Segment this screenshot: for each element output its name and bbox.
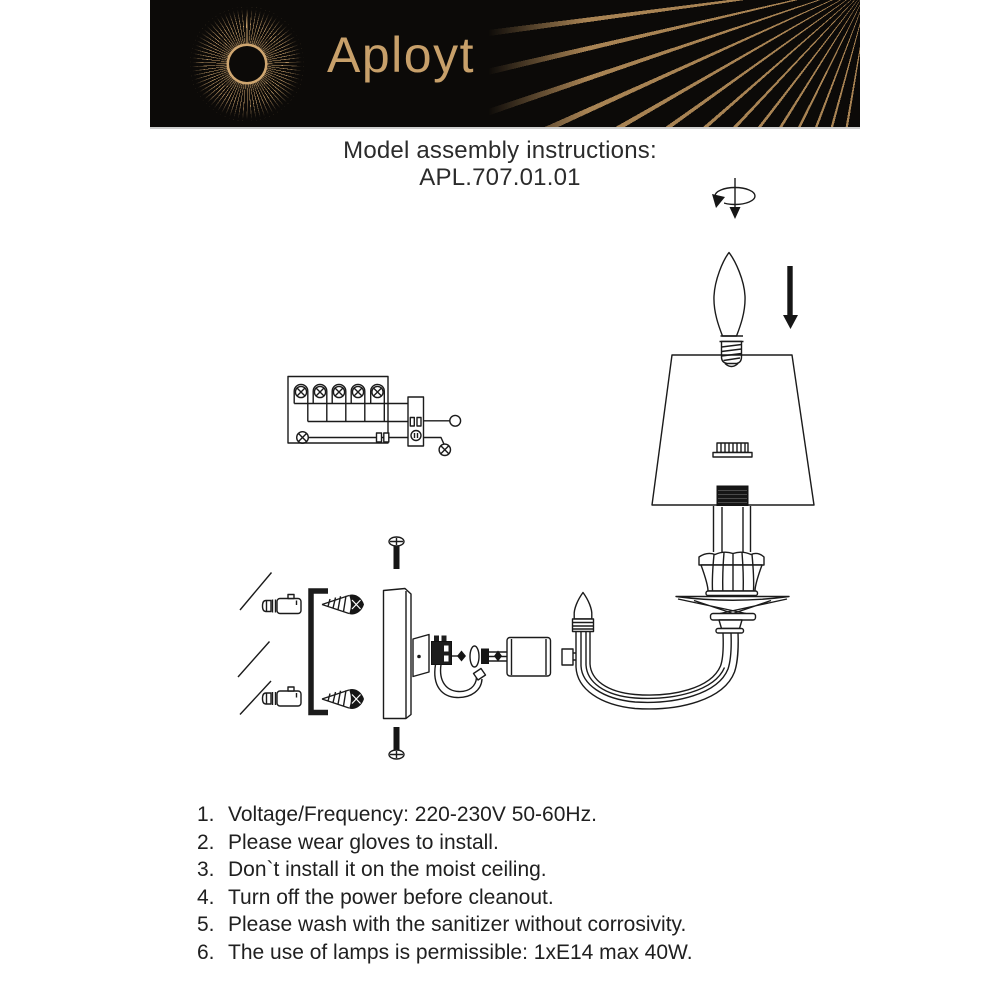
list-item — [197, 884, 693, 912]
item-number: 4. — [197, 885, 215, 909]
mounting-plate-drawing — [413, 635, 429, 677]
header-rays-icon — [480, 0, 860, 127]
item-number: 6. — [197, 940, 215, 964]
list-item — [197, 939, 693, 967]
item-number: 5. — [197, 913, 215, 937]
item-text: Please wear gloves to install. — [228, 830, 499, 854]
assembly-diagram — [230, 170, 870, 770]
wiring-diagram — [288, 377, 461, 456]
item-number: 3. — [197, 858, 215, 882]
stem-candle-tip-drawing — [562, 593, 594, 666]
list-item — [197, 801, 693, 829]
lamp-symbol — [297, 432, 309, 444]
header-bar — [150, 0, 860, 129]
rotate-to-install-icon — [711, 178, 755, 219]
lamp-socket-drawing — [717, 486, 748, 507]
wood-screw-drawing — [322, 595, 364, 615]
list-item — [197, 911, 693, 939]
arm-socket-cylinder-drawing — [507, 638, 551, 677]
wall-anchor-drawing — [263, 687, 302, 706]
item-number: 2. — [197, 830, 215, 854]
candle-bulb-drawing — [714, 253, 745, 367]
brand-logo-text: Aployt — [327, 27, 475, 83]
item-text: Please wash with the sanitizer without corrosivity. — [228, 913, 687, 937]
wood-screw-drawing — [322, 689, 364, 709]
lamp-symbol — [439, 444, 450, 455]
rod-hardware-drawing — [452, 646, 507, 667]
item-number: 1. — [197, 803, 215, 826]
item-text: The use of lamps is permissible: 1xE14 max 40W. — [228, 940, 693, 964]
bobeche-dish-drawing — [676, 597, 789, 634]
lampshade-drawing — [652, 355, 814, 505]
item-text: Turn off the power before cleanout. — [228, 885, 554, 909]
mounting-bracket-drawing — [311, 591, 328, 713]
insert-arrow-icon — [783, 266, 798, 329]
item-text: Don`t install it on the moist ceiling. — [228, 858, 547, 882]
backplate-screw-bottom — [389, 727, 404, 759]
arm-drawing — [576, 632, 738, 709]
list-item — [197, 829, 693, 857]
model-number: APL.707.01.01 — [419, 164, 581, 191]
terminal-block-drawing — [432, 636, 486, 698]
wall-anchor-drawing — [263, 595, 302, 614]
item-text: Voltage/Frequency: 220-230V 50-60Hz. — [228, 803, 597, 826]
shade-clip-drawing — [713, 443, 752, 457]
backplate-screw-top — [389, 537, 404, 569]
page-title: Model assembly instructions: — [343, 137, 657, 164]
backplate-drawing — [384, 589, 412, 719]
crystal-decor-drawing — [699, 552, 764, 595]
instructions-list — [197, 801, 693, 967]
sunburst-logo-icon — [190, 7, 304, 121]
candle-sleeve-drawing — [714, 506, 751, 552]
list-item — [197, 856, 693, 884]
